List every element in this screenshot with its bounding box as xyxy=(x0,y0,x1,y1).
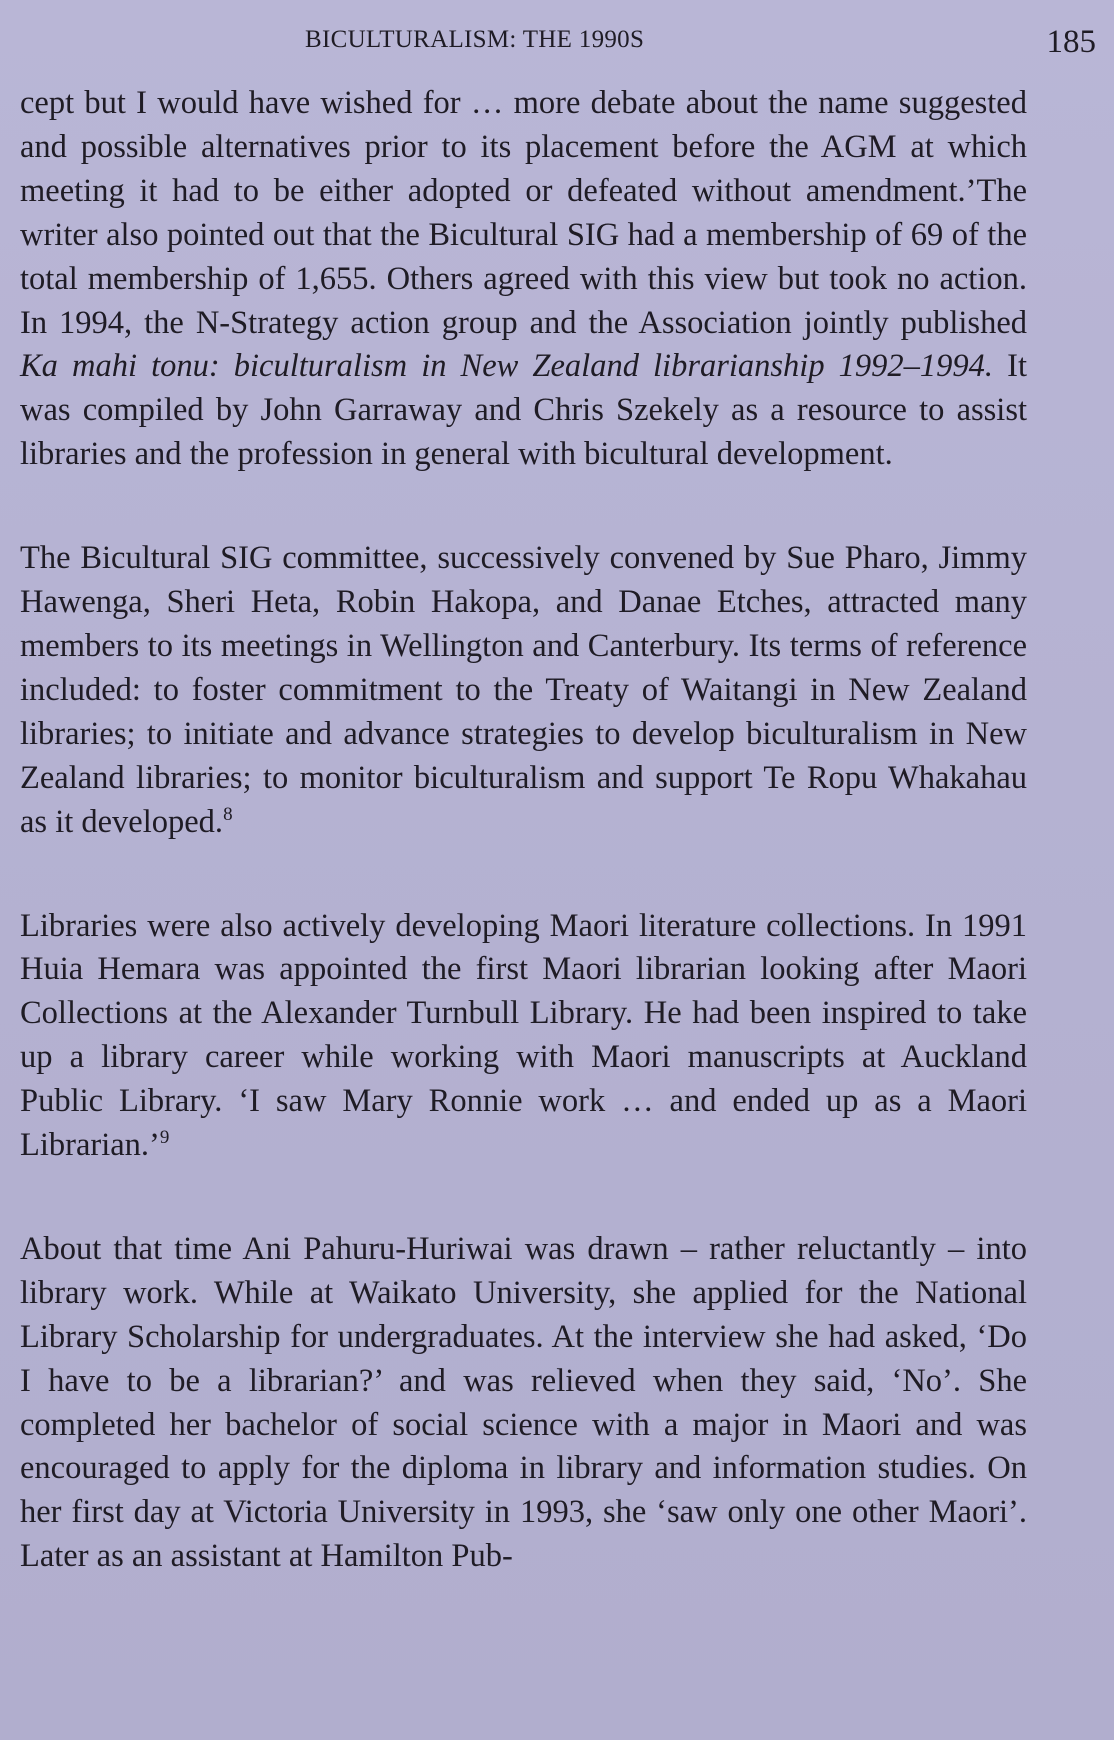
running-head xyxy=(0,22,1114,58)
footnote-ref: 9 xyxy=(159,1127,170,1149)
paragraph-text: It was compiled by John Garraway and Chris Szekely as a resource to assist libraries and the profession in general with bicultural development. xyxy=(20,348,1027,473)
footnote-ref: 8 xyxy=(223,803,233,825)
book-title-italic: Ka mahi tonu: biculturalism in New Zealand librarianship 1992–1994. xyxy=(20,348,994,385)
paragraph-pahuru-huriwai xyxy=(20,1228,1027,1579)
paragraph-text: Libraries were also actively developing Maori literature collections. In 1991 Huia Hemara was appointed the first Maori librarian looking after Maori Collections at the Alexander Turnbull Library. He had been inspired to take up a library career while working with Maori manuscripts at Auckland Public Library. ‘I saw Mary Ronnie work … and ended up as a Maori Librarian.’ xyxy=(20,907,1027,1164)
paragraph-text: cept but I would have wished for … more debate about the name suggested and possible alternatives prior to its placement before the AGM at which meeting it had to be either adopted or defeated without amendment.’The writer also pointed out that the Bicultural SIG had a membership of 69 of the total membership of 1,655. Others agreed with this view but took no action. In 1994, the N-Strategy action group and the Association jointly published xyxy=(20,85,1027,341)
paragraph-maori-collections xyxy=(20,905,1027,1168)
paragraph-garraway-szekely xyxy=(20,82,1027,477)
running-title: BICULTURALISM: THE 1990S xyxy=(305,26,645,53)
paragraph-text: The Bicultural SIG committee, successively convened by Sue Pharo, Jimmy Hawenga, Sheri Heta, Robin Hakopa, and Danae Etches, attracted many members to its meetings in Wellington and Canterbury. Its terms of reference included: to foster commitment to the Treaty of Waitangi in New Zealand libraries; to initiate and advance strategies to develop biculturalism in New Zealand libraries; to monitor biculturalism and support Te Ropu Whakahau as it developed. xyxy=(20,540,1027,840)
body-text xyxy=(20,82,1027,1579)
paragraph-text: About that time Ani Pahuru-Huriwai was drawn – rather reluctantly – into library work. While at Waikato University, she applied for the National Library Scholarship for undergraduates. At the interview she had asked, ‘Do I have to be a librarian?’ and was relieved when they said, ‘No’. She completed her bachelor of social science with a major in Maori and was encouraged to apply for the diploma in library and information studies. On her first day at Victoria University in 1993, she ‘saw only one other Maori’. Later as an assistant at Hamilton Pub- xyxy=(20,1230,1027,1575)
paragraph-bicultural-sig xyxy=(20,537,1027,844)
page-number: 185 xyxy=(1046,24,1096,60)
